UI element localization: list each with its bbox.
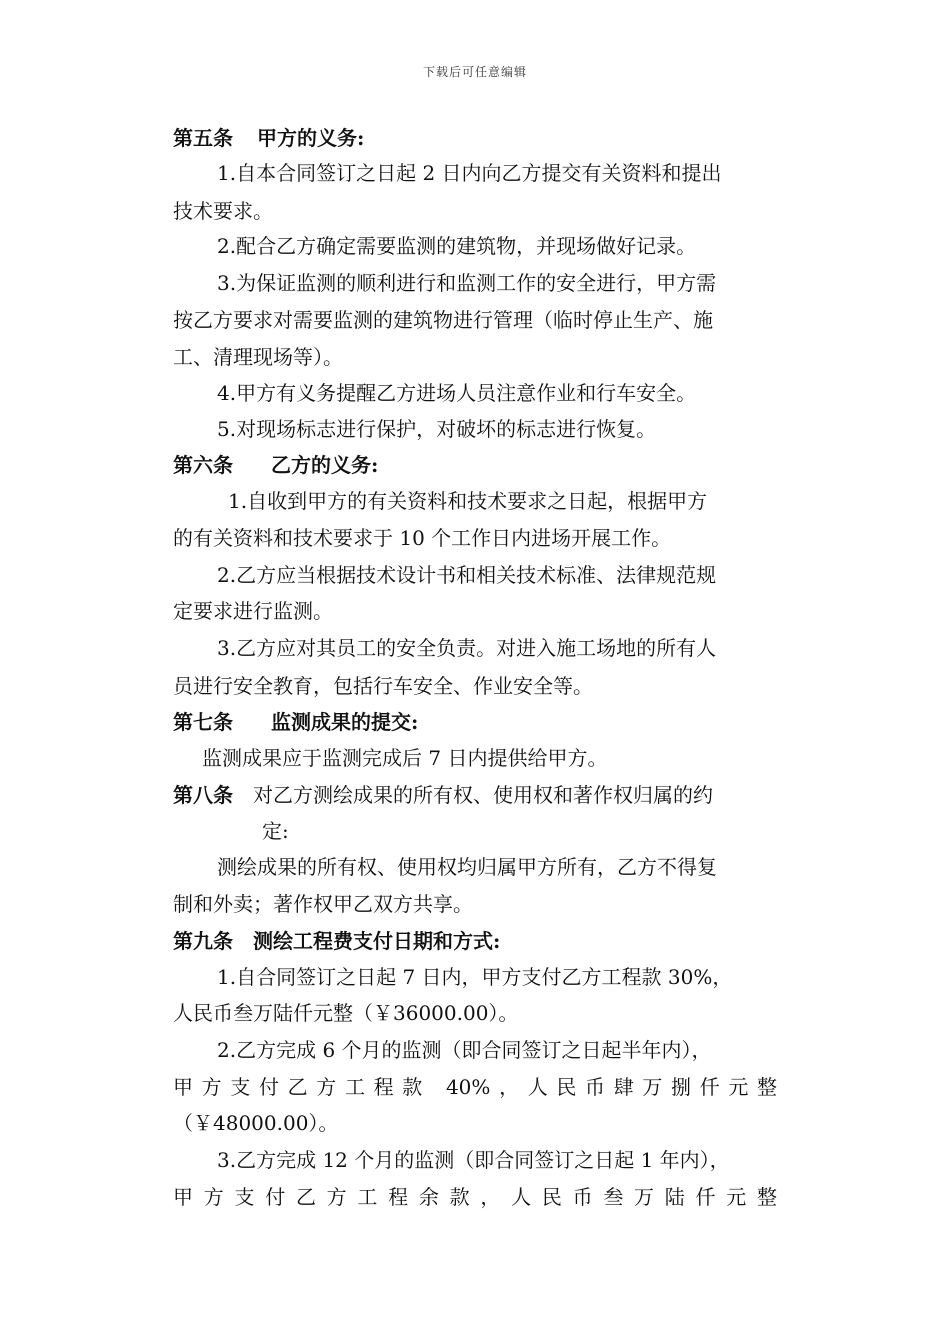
page-header: 下载后可任意编辑 [422, 65, 527, 79]
article-number: 第七条 [173, 710, 233, 734]
article-title: 甲方的义务: [257, 126, 365, 150]
clause-line: 测绘成果的所有权、使用权均归属甲方所有，乙方不得复 [217, 855, 717, 879]
article-7-heading [173, 708, 418, 736]
clause-line: 3.乙方应对其员工的安全负责。对进入施工场地的所有人 [217, 636, 717, 660]
clause-line: 4.甲方有义务提醒乙方进场人员注意作业和行车安全。 [217, 381, 697, 405]
article-title: 监测成果的提交: [271, 710, 419, 734]
article-8-heading [173, 781, 713, 809]
clause-line: 定要求进行监测。 [173, 599, 333, 623]
clause-line: 甲方支付乙方工程余款，人民币叁万陆仟元整 [173, 1185, 777, 1209]
clause-line: 制和外卖；著作权甲乙双方共享。 [173, 892, 473, 916]
article-9-heading [173, 927, 500, 955]
article-5-heading [173, 124, 364, 152]
clause-line: 5.对现场标志进行保护，对破坏的标志进行恢复。 [217, 417, 657, 441]
clause-line: 1.自本合同签订之日起 2 日内向乙方提交有关资料和提出 [217, 161, 722, 185]
clause-line: （￥48000.00）。 [173, 1111, 339, 1135]
clause-line: 2.乙方应当根据技术设计书和相关技术标准、法律规范规 [217, 563, 717, 587]
article-number: 第五条 [173, 126, 233, 150]
clause-line: 2.乙方完成 6 个月的监测（即合同签订之日起半年内）， [217, 1038, 712, 1062]
article-title: 对乙方测绘成果的所有权、使用权和著作权归属的约 [253, 783, 713, 807]
clause-line: 甲方支付乙方工程款 40%，人民币肆万捌仟元整 [173, 1075, 777, 1099]
article-6-heading [173, 451, 378, 479]
clause-line: 1.自收到甲方的有关资料和技术要求之日起，根据甲方 [228, 489, 708, 513]
clause-line: 2.配合乙方确定需要监测的建筑物，并现场做好记录。 [217, 234, 697, 258]
clause-line: 3.为保证监测的顺利进行和监测工作的安全进行，甲方需 [217, 271, 717, 295]
clause-line: 员进行安全教育，包括行车安全、作业安全等。 [173, 674, 593, 698]
article-title: 测绘工程费支付日期和方式: [253, 929, 501, 953]
article-number: 第六条 [173, 453, 233, 477]
article-number: 第九条 [173, 929, 233, 953]
clause-line: 的有关资料和技术要求于 10 个工作日内进场开展工作。 [173, 526, 672, 550]
clause-line: 1.自合同签订之日起 7 日内，甲方支付乙方工程款 30%， [217, 965, 733, 989]
clause-line: 人民币叁万陆仟元整（￥36000.00）。 [173, 1001, 519, 1025]
clause-line: 技术要求。 [173, 199, 273, 223]
clause-line: 按乙方要求对需要监测的建筑物进行管理（临时停止生产、施 [173, 308, 713, 332]
article-number: 第八条 [173, 783, 233, 807]
clause-line: 定: [262, 819, 289, 843]
clause-line: 3.乙方完成 12 个月的监测（即合同签订之日起 1 年内）， [217, 1148, 730, 1172]
clause-line: 工、清理现场等）。 [173, 345, 343, 369]
clause-line: 监测成果应于监测完成后 7 日内提供给甲方。 [202, 746, 608, 770]
article-title: 乙方的义务: [271, 453, 379, 477]
